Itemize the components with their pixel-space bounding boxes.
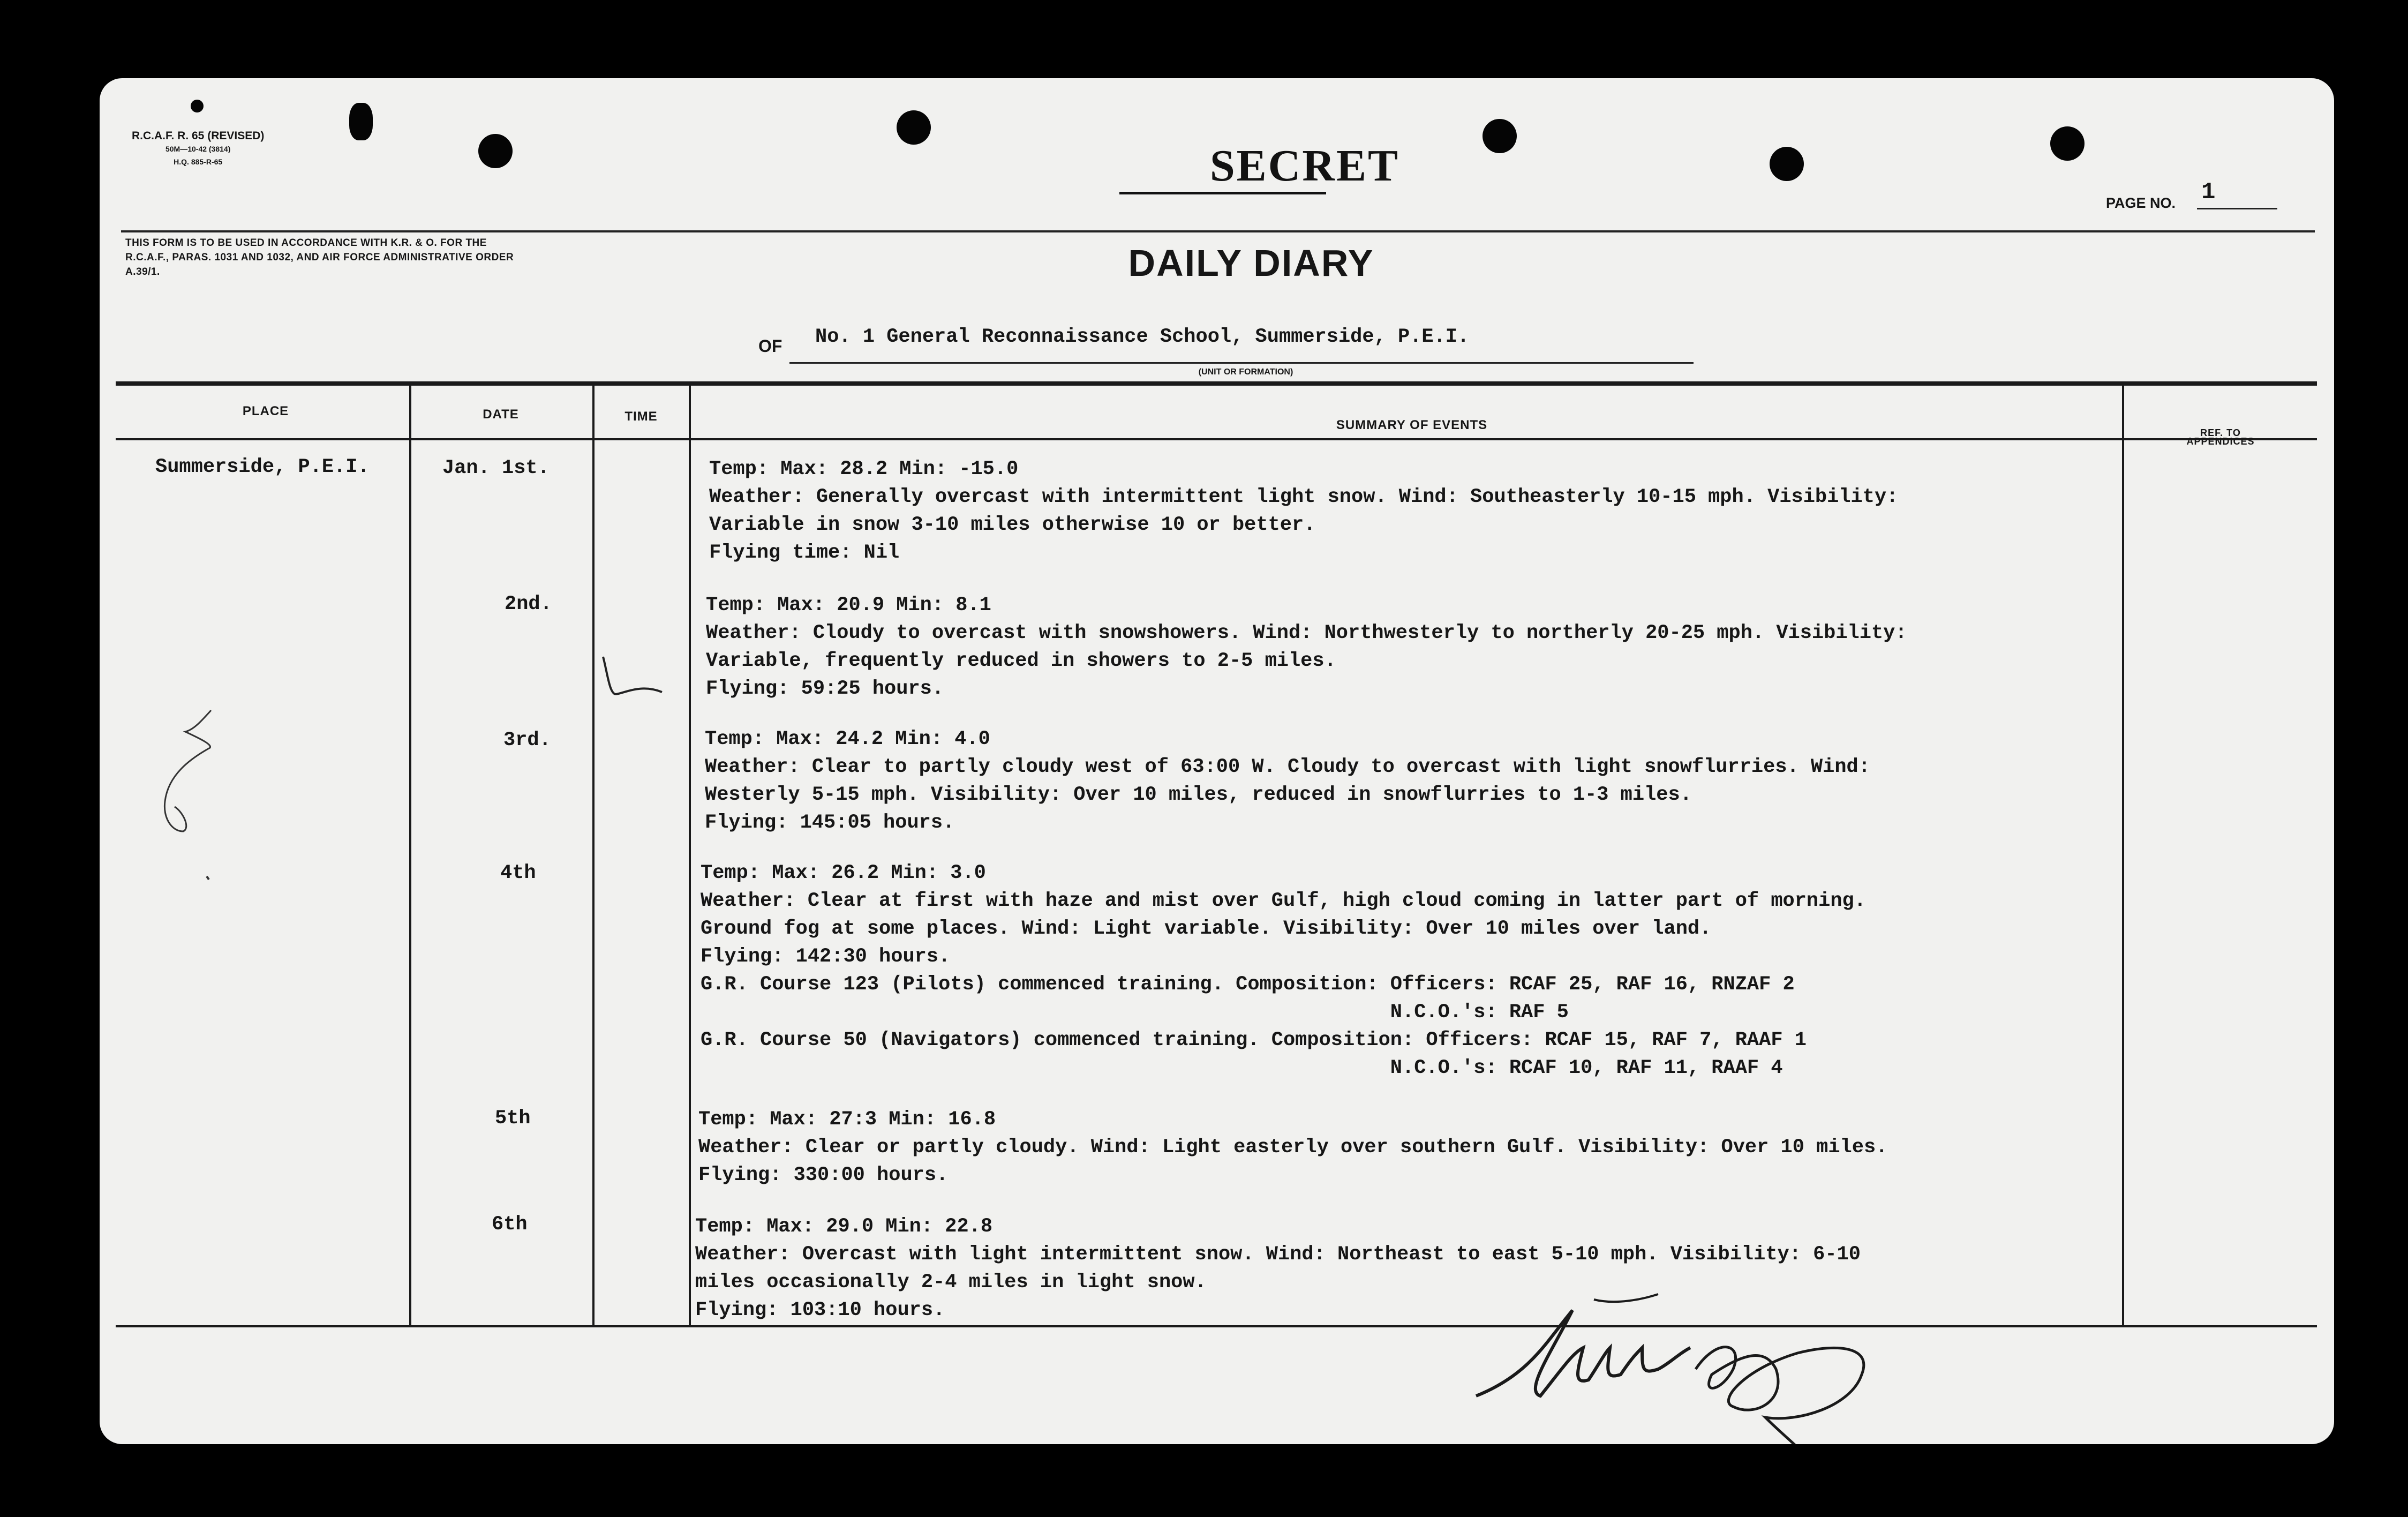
summary-entry: Temp: Max: 26.2 Min: 3.0 Weather: Clear at first with haze and mist over Gulf, high cloud coming in latter part of morning. Ground fog at some places. Wind: Light variable. Visibility: Over 10 miles over land. Flying: 142:30 hours. G.R. Course 123 (Pilots) commenced training. Composition: Officers: RCAF 25, RAF 16, RNZAF 2 N.C.O.'s: RAF 5 G.R. Course 50 (Navigators) commenced training. Composition: Officers: RCAF 15, RAF 7, RAAF 1 N.C.O.'s: RCAF 10, RAF 11, RAAF 4 bbox=[701, 862, 1866, 1079]
header-rule bbox=[121, 230, 2315, 232]
diary-sheet bbox=[100, 78, 2334, 1444]
form-number: R.C.A.F. R. 65 (REVISED) bbox=[132, 130, 265, 142]
punch-hole bbox=[897, 110, 931, 145]
column-divider bbox=[2122, 386, 2124, 1325]
column-divider bbox=[592, 386, 595, 1325]
column-header-ref: REF. TO APPENDICES bbox=[2186, 427, 2255, 447]
pencil-doodle bbox=[153, 700, 223, 903]
date-cell: 6th bbox=[492, 1213, 528, 1236]
column-header-time: TIME bbox=[624, 409, 658, 424]
table-bottom-rule bbox=[116, 1325, 2317, 1327]
handwritten-signature bbox=[1465, 1289, 1894, 1444]
unit-caption: (UNIT OR FORMATION) bbox=[1198, 367, 1293, 377]
column-header-summary: SUMMARY OF EVENTS bbox=[1336, 418, 1488, 432]
date-cell: 4th bbox=[500, 862, 536, 884]
place-cell: Summerside, P.E.I. bbox=[155, 456, 370, 478]
classification-underline bbox=[1119, 192, 1326, 194]
column-divider bbox=[689, 386, 691, 1325]
page-title: DAILY DIARY bbox=[1128, 242, 1374, 284]
summary-entry: Temp: Max: 24.2 Min: 4.0 Weather: Clear to partly cloudy west of 63:00 W. Cloudy to overcast with light snowflurries. Wind: Westerly 5-15 mph. Visibility: Over 10 miles, reduced in snowflurries to 1-3 miles. Flying: 145:05 hours. bbox=[705, 728, 1870, 834]
page-number-label: PAGE NO. bbox=[2106, 195, 2176, 211]
page-number-underline bbox=[2197, 208, 2277, 209]
column-divider bbox=[409, 386, 411, 1325]
of-label: OF bbox=[758, 336, 782, 356]
unit-name: No. 1 General Reconnaissance School, Summerside, P.E.I. bbox=[815, 326, 1470, 348]
date-cell: 5th bbox=[495, 1107, 531, 1130]
form-instructions: THIS FORM IS TO BE USED IN ACCORDANCE WITH K.R. & O. FOR THE R.C.A.F., PARAS. 1031 AND 1032, AND AIR FORCE ADMINISTRATIVE ORDER A.39/1. bbox=[125, 237, 514, 277]
form-reference bbox=[132, 130, 264, 168]
punch-hole bbox=[1770, 147, 1804, 181]
punch-hole bbox=[349, 103, 373, 140]
punch-hole bbox=[478, 134, 513, 168]
punch-hole bbox=[2050, 126, 2085, 161]
print-reference: 50M—10-42 (3814) bbox=[165, 145, 231, 153]
table-top-rule bbox=[116, 381, 2317, 386]
column-header-place: PLACE bbox=[242, 404, 289, 418]
punch-hole bbox=[191, 100, 204, 112]
check-mark bbox=[598, 646, 678, 705]
date-cell: Jan. 1st. bbox=[442, 457, 550, 479]
summary-entry: Temp: Max: 29.0 Min: 22.8 Weather: Overcast with light intermittent snow. Wind: Northeast to east 5-10 mph. Visibility: 6-10 miles occasionally 2-4 miles in light snow. Flying: 103:10 hours. bbox=[695, 1215, 1861, 1321]
hq-reference: H.Q. 885-R-65 bbox=[174, 157, 223, 166]
summary-entry: Temp: Max: 20.9 Min: 8.1 Weather: Cloudy to overcast with snowshowers. Wind: Northwesterly to northerly 20-25 mph. Visibility: Variable, frequently reduced in showers to 2-5 miles. Flying: 59:25 hours. bbox=[706, 594, 1907, 700]
page-number: 1 bbox=[2201, 179, 2216, 206]
summary-entry: Temp: Max: 27:3 Min: 16.8 Weather: Clear or partly cloudy. Wind: Light easterly over southern Gulf. Visibility: Over 10 miles. Flying: 330:00 hours. bbox=[698, 1108, 1888, 1186]
table-header-rule bbox=[116, 438, 2317, 440]
column-header-date: DATE bbox=[483, 407, 519, 422]
date-cell: 2nd. bbox=[505, 593, 552, 615]
classification-stamp: SECRET bbox=[1209, 141, 1400, 191]
date-cell: 3rd. bbox=[503, 729, 551, 752]
summary-entry: Temp: Max: 28.2 Min: -15.0 Weather: Generally overcast with intermittent light snow. Wind: Southeasterly 10-15 mph. Visibility: Variable in snow 3-10 miles otherwise 10 or better. Flying time: Nil bbox=[709, 458, 1899, 564]
unit-underline bbox=[789, 362, 1694, 364]
